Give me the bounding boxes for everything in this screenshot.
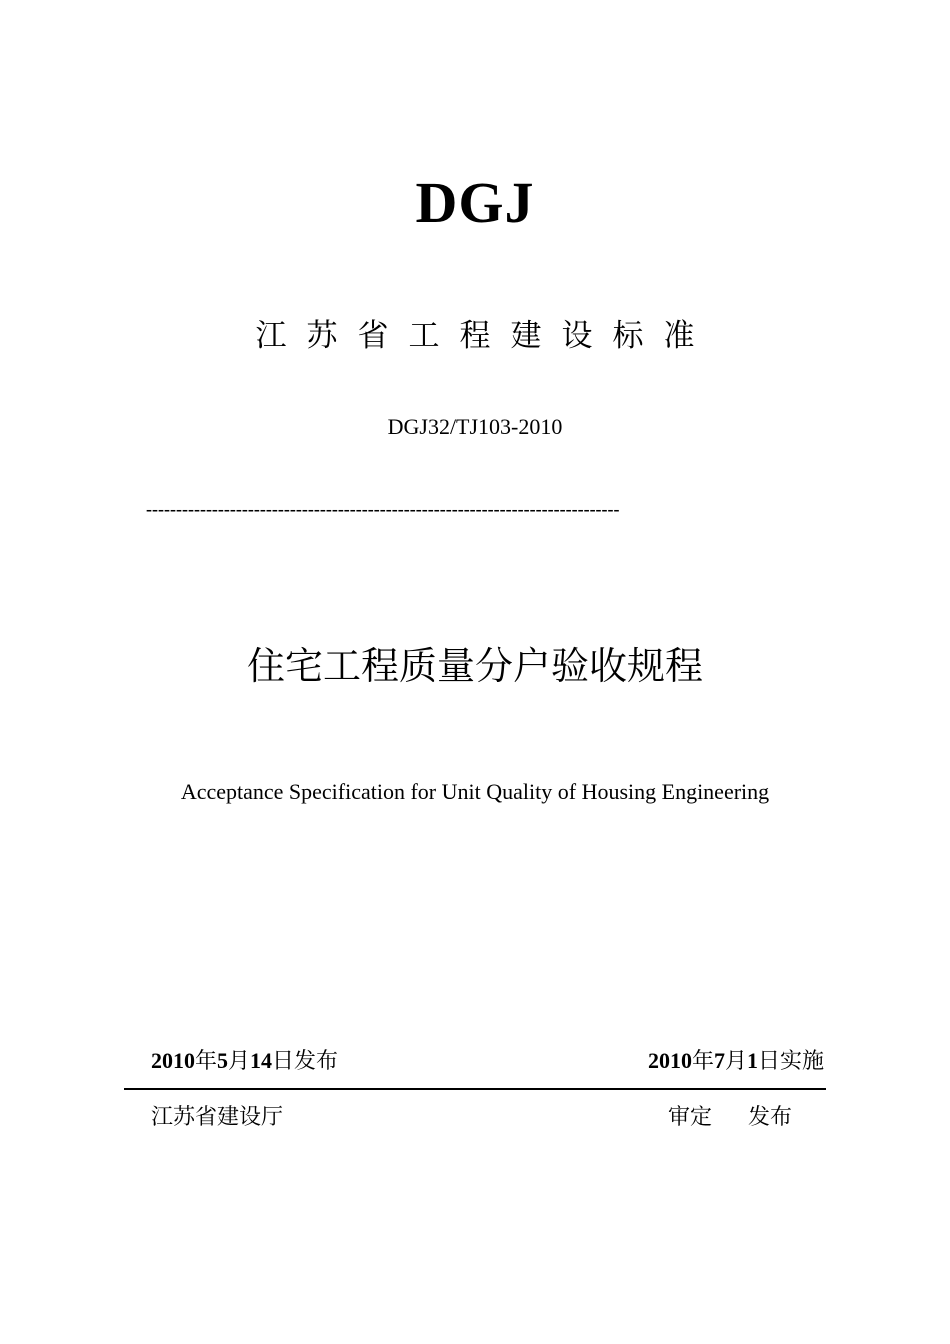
standard-code: DGJ32/TJ103-2010 [387, 414, 563, 439]
horizontal-rule [124, 1088, 826, 1090]
standard-title: 江苏省工程建设标准 [255, 318, 715, 354]
effective-day-suffix: 日实施 [757, 1048, 824, 1073]
issuer-name: 江苏省建设厅 [151, 1105, 284, 1130]
effective-month: 7 [713, 1048, 725, 1073]
logo-text: DGJ [415, 170, 535, 235]
issue-month: 5 [217, 1048, 229, 1073]
effective-date [648, 1046, 824, 1076]
issue-date [151, 1046, 338, 1076]
effective-month-char: 月 [724, 1048, 747, 1073]
issue-year-char: 年 [195, 1048, 218, 1073]
issue-month-char: 月 [228, 1048, 251, 1073]
effective-year: 2010 [647, 1048, 692, 1073]
effective-year-char: 年 [691, 1048, 714, 1073]
issue-day: 14 [250, 1048, 273, 1073]
approve-publish [668, 1103, 792, 1133]
effective-day: 1 [746, 1048, 758, 1073]
document-title-cn: 住宅工程质量分户验收规程 [246, 644, 703, 688]
document-title-en: Acceptance Specification for Unit Quality of Housing Engineering [180, 779, 770, 804]
issue-day-suffix: 日发布 [272, 1048, 339, 1073]
issue-year: 2010 [151, 1048, 195, 1073]
dashed-divider: ------------------------------------------------------------------------------- [146, 499, 620, 519]
publish-label: 发布 [748, 1105, 793, 1130]
approve-label: 审定 [668, 1105, 713, 1130]
